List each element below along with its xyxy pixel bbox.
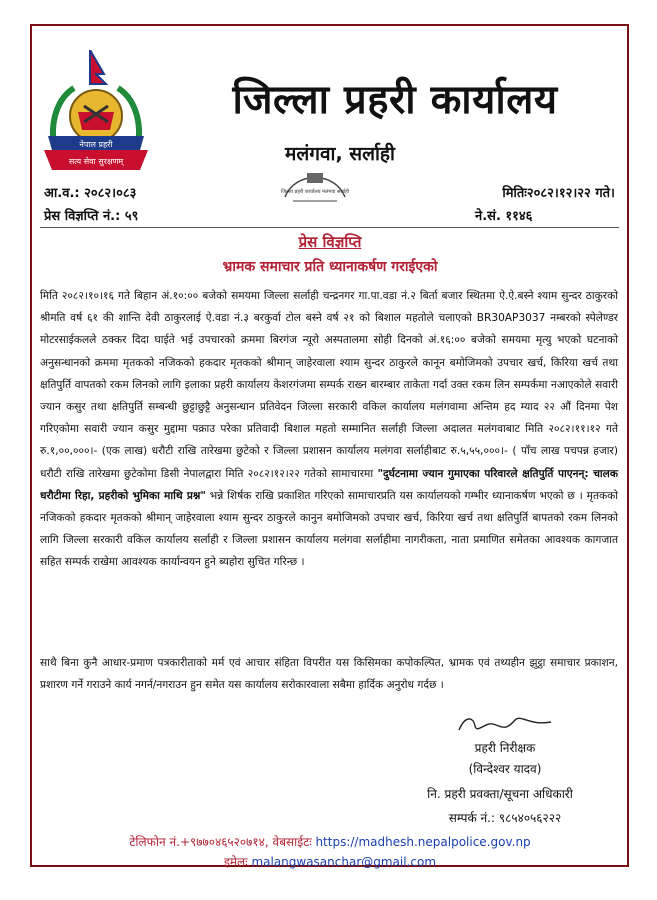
para1-part-a: मिति २०८२।१०।१६ गते बिहान अं.१०:०० बजेको समयमा जिल्ला सर्लाही चन्द्रनगर गा.पा.वडा नं.२ बिर्ता बजार स्थितमा ऐ.ऐ.बस्ने श्याम सुन्दर ठाकुरको श्रीमति वर्ष ६१ की शान्ति देवी ठाकुरलाई ऐ.वडा नं.३ बरकुर्वा टोल बस्ने वर्ष २१ को बिशाल महतोले चलाएको BR30AP3037 नम्बरको स्पेलेण्डर मोटरसाईकलले ठक्कर दिदा घाईते भई उपचारको क्रममा बिरगंज न्यूरो अस्पतालमा सोही दिनको अं.१६:०० बजेको समयमा मृत्यु भएको घटनाको अनुसन्धानको क्रममा मृतकको नजिकको हकदार मृतकको श्रीमान् जाहेरवाला श्याम सुन्दर ठाकुरले कानून बमोजिमको उपचार खर्च, किरिया खर्च तथा क्षतिपुर्ति वापतको रकम लिनको लागि इलाका प्रहरी कार्यालय केशरगंजमा सम्पर्क राख्न बारम्बार ताकेता गर्दा उक्त रकम लिन सम्पर्कमा नआएकोले सवारी ज्यान कसुर तथा क्षतिपुर्ति सम्बन्धी छुट्टाछुट्टै अनुसन्धान प्रतिवेदन जिल्ला सरकारी वकिल कार्यालय मलंगवामा अन्तिम हद म्याद २२ औं दिनमा पेश गरिएकोमा सवारी ज्यान कसुर मुद्दामा पक्राउ परेका प्रतिवादी बिशाल महतो सम्मानित सर्लाही जिल्ला अदालत मलंगवाबाट मिति २०८२।११।१२ गते रु.१,००,०००।- (एक लाख) धरौटी राखि तारेखमा छुटेको र जिल्ला प्रशासन कार्यालय मलंगवा सर्लाहीबाट रु.५,५५,०००।- ( पाँच लाख पचपन्न हजार) धरौटी राखि तारेखमा छुटेकोमा डिसी नेपालद्वारा मिति २०८२।१२।२२ गतेको सामाचारमा [40,290,618,480]
body-paragraph-2: साथै बिना कुनै आधार-प्रमाण पत्रकारीताको मर्म एवं आचार संहिता विपरीत यस किसिमका कपोकल्पित, भ्रामक एवं तथ्यहीन झुट्ठा समाचार प्रकाशन, प्रशारण गर्ने गराउने कार्य नगर्न/नगराउन हुन समेत यस कार्यालय सरोकारवाला सबैमा हार्दिक अनुरोध गर्दछ । [40,657,618,692]
fiscal-year: आ.व.: २०८२।०८३ [44,186,137,201]
office-title: जिल्ला प्रहरी कार्यालय [232,77,558,123]
svg-text:नेपाल प्रहरी: नेपाल प्रहरी [79,140,113,149]
email-label: इमेलः [223,855,248,869]
signatory-contact: सम्पर्क नं.: ९८५४०५६२२२ [448,811,562,825]
press-release-number: प्रेस विज्ञप्ति नं.: ५९ [44,209,139,224]
phone-value: +९७७०४६५२०७१४ [179,835,265,849]
svg-text:जिल्ला प्रहरी कार्यालय मलंगवा: जिल्ला प्रहरी कार्यालय मलंगवा सर्लाही [280,189,350,195]
email-link[interactable]: malangwasanchar@gmail.com [251,855,437,869]
website-label: वेबसाईटः [272,835,312,849]
header-divider [40,227,619,228]
para1-part-b: भन्ने शिर्षक राखि प्रकाशित गरिएको सामाचारप्रति यस कार्यालयको गम्भीर ध्यानाकर्षण भएको छ । मृतकको नजिकको हकदार मृतकको श्रीमान् जाहेरवाला श्याम सुन्दर ठाकुरले कानुन बमोजिमको उपचार खर्च, किरिया खर्च तथा क्षतिपुर्ति बापतको रकम लिनको लागि जिल्ला सरकारी वकिल कार्यालय सर्लाही र जिल्ला प्रशासन कार्यालय मलंगवा सर्लाहीमा नागरीकता, नाता प्रमाणित समेतका आवश्यक कागजात सहित सम्पर्क राखेमा आवश्यक कार्यान्वयन हुने ब्यहोरा सुचित गरिन्छ । [40,489,619,569]
signatory-rank: प्रहरी निरीक्षक [474,741,536,755]
signature [455,712,555,738]
signatory-role: नि. प्रहरी प्रवक्ता/सूचना अधिकारी [427,787,573,801]
svg-text:सत्य सेवा सुरक्षणम्: सत्य सेवा सुरक्षणम् [68,157,124,166]
notice-subject: भ्रामक समाचार प्रति ध्यानाकर्षण गराईएको [222,259,438,275]
issue-date: मितिः२०८२।१२।२२ गते। [502,186,615,201]
body-paragraph-1 [40,285,618,574]
footer-email-line [40,853,620,870]
para1-headline: "दुर्घटनामा ज्यान गुमाएका परिवारले क्षतिपुर्ति पाएनन्: चालक धरौटीमा रिहा, प्रहरीको भुमिका माथि प्रश्न" [40,467,618,502]
nepal-sambat: ने.सं. ११४६ [475,209,533,224]
signatory-name: (विन्देश्वर यादव) [468,762,542,776]
office-location: मलंगवा, सर्लाही [285,143,395,165]
phone-label: टेलिफोन नं. [129,835,180,849]
office-seal [275,167,355,209]
website-link[interactable]: https://madhesh.nepalpolice.gov.np [315,835,531,849]
nepal-police-emblem [40,50,152,180]
notice-heading: प्रेस विज्ञप्ति [298,233,362,251]
footer-contact-line: टेलिफोन नं.+९७७०४६५२०७१४, वेबसाईटः https://madhesh.nepalpolice.gov.np [129,835,531,849]
